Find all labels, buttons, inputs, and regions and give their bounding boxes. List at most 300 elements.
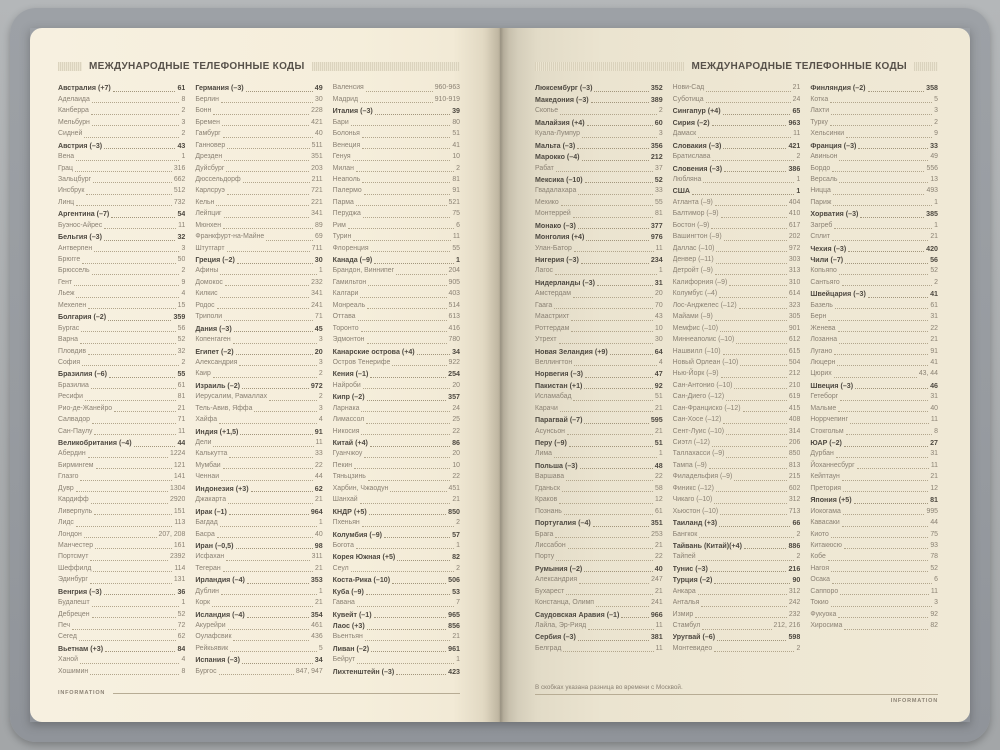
place-name: Никосия: [332, 427, 360, 435]
dot-leader: [831, 571, 928, 572]
city-code-row: [195, 357, 322, 368]
city-code-row: [333, 231, 460, 242]
dot-leader: [375, 114, 450, 115]
phone-code: 51: [654, 439, 663, 447]
phone-code: 92: [654, 381, 663, 390]
dot-leader: [221, 594, 317, 595]
phone-code: 461: [311, 622, 323, 629]
dot-leader: [858, 148, 928, 149]
phone-code: 311: [311, 553, 323, 561]
dot-leader: [220, 274, 317, 275]
phone-codes-column: [673, 82, 801, 680]
place-name: Шеффилд: [58, 564, 92, 572]
city-code-row: [195, 185, 322, 196]
dot-leader: [392, 583, 446, 584]
city-code-row: [195, 116, 322, 127]
place-name: Сирия (–2): [672, 118, 710, 127]
place-name: Калькутта: [195, 450, 228, 458]
country-code-row: [195, 505, 322, 516]
place-name: Печ: [58, 622, 71, 629]
dot-leader: [840, 594, 929, 595]
dot-leader: [698, 137, 791, 138]
place-name: Вена: [58, 153, 75, 161]
place-name: Перуджа: [332, 210, 361, 218]
place-name: Буэнос-Айрес: [58, 221, 103, 229]
phone-code: 61: [654, 507, 663, 515]
country-code-row: [58, 231, 185, 242]
dot-leader: [76, 491, 168, 492]
dot-leader: [217, 537, 313, 538]
place-name: Бейрут: [332, 656, 356, 664]
phone-code: 1: [658, 450, 663, 458]
place-name: Зальцбург: [58, 175, 92, 183]
city-code-row: [58, 357, 185, 368]
phone-code: 33: [314, 450, 323, 458]
phone-code: 965: [448, 610, 460, 619]
dot-leader: [706, 91, 790, 92]
dot-leader: [360, 297, 446, 298]
place-name: Триполи: [195, 313, 223, 321]
place-name: Корк: [195, 599, 211, 607]
place-name: Нигерия (–3): [535, 256, 579, 264]
dot-leader: [354, 468, 450, 469]
dot-leader: [364, 194, 451, 195]
dot-leader: [91, 114, 180, 115]
city-code-row: [333, 219, 460, 230]
place-name: Дублин: [195, 587, 219, 595]
dot-leader: [610, 354, 653, 355]
dot-leader: [348, 228, 454, 229]
dot-leader: [597, 285, 653, 286]
dot-leader: [838, 617, 928, 618]
dot-leader: [702, 629, 771, 630]
phone-code: 3: [318, 404, 323, 412]
dot-leader: [836, 457, 929, 458]
country-code-row: [535, 93, 663, 104]
city-code-row: [535, 448, 663, 459]
city-code-row: [535, 425, 663, 436]
country-code-row: [535, 562, 663, 573]
dot-leader: [396, 274, 446, 275]
city-code-row: [333, 139, 460, 150]
place-name: Мельбурн: [58, 118, 90, 126]
place-name: Иран (–0,5): [195, 541, 234, 550]
dot-leader: [560, 411, 653, 412]
place-name: Кавасаки: [810, 519, 840, 527]
dot-leader: [712, 160, 794, 161]
dot-leader: [81, 331, 175, 332]
header-hatch-left: [58, 62, 82, 71]
city-code-row: [58, 414, 185, 425]
place-name: Берн: [810, 313, 827, 321]
dot-leader: [701, 606, 787, 607]
place-name: Турция (–2): [672, 576, 713, 585]
place-name: Мемфис (–10): [672, 324, 719, 332]
place-name: Анкара: [672, 587, 696, 595]
phone-code: 886: [788, 541, 801, 550]
phone-code: 404: [788, 198, 801, 206]
phone-code: 22: [930, 324, 938, 332]
place-name: Лондон: [58, 530, 82, 538]
place-name: Гент: [58, 278, 73, 286]
phone-code: 20: [314, 347, 323, 356]
place-name: Даллас (–10): [672, 244, 715, 252]
place-name: Вьетнам (+3): [58, 644, 104, 653]
country-code-row: [333, 585, 460, 596]
place-name: Лаос (+3): [332, 622, 365, 630]
place-name: Румыния (–2): [535, 564, 583, 573]
dot-leader: [222, 125, 309, 126]
phone-code: 901: [788, 324, 801, 332]
place-name: Новая Зеландия (+9): [535, 347, 608, 356]
place-name: Сент-Луис (–10): [672, 427, 725, 435]
place-name: Нидерланды (–3): [535, 278, 595, 287]
phone-codes-column: [58, 82, 185, 680]
country-code-row: [535, 414, 663, 425]
phone-code: 1: [318, 267, 323, 275]
footer-label: INFORMATION: [58, 690, 106, 696]
place-name: Бостон (–9): [672, 221, 710, 229]
country-code-row: [535, 82, 663, 93]
phone-code: 21: [314, 564, 323, 572]
dot-leader: [365, 640, 451, 641]
dot-leader: [366, 91, 433, 92]
city-code-row: [195, 162, 322, 173]
dot-leader: [88, 457, 168, 458]
place-name: Франкфурт-на-Майне: [195, 233, 265, 241]
phone-code: 905: [448, 278, 460, 286]
dot-leader: [556, 560, 653, 561]
city-code-row: [333, 402, 460, 413]
dot-leader: [92, 617, 176, 618]
dot-leader: [82, 263, 175, 264]
place-name: Абердин: [58, 450, 86, 458]
dot-leader: [356, 171, 454, 172]
dot-leader: [92, 274, 180, 275]
dot-leader: [574, 365, 657, 366]
place-name: Асунсьон: [535, 427, 565, 435]
phone-code: 2: [796, 644, 801, 652]
phone-code: 22: [452, 473, 460, 481]
place-name: Филадельфия (–9): [672, 473, 733, 481]
place-name: Венгрия (–3): [58, 587, 102, 596]
city-code-row: [333, 288, 460, 299]
place-name: Утрехт: [535, 336, 557, 344]
city-code-row: [58, 562, 185, 573]
place-name: Майами (–9): [672, 313, 713, 321]
phone-code: 358: [926, 84, 938, 93]
phone-code: 31: [654, 278, 663, 287]
phone-code: 13: [930, 175, 938, 183]
phone-code: 44: [177, 439, 186, 447]
place-name: Лихтенштейн (–3): [332, 667, 395, 676]
phone-code: 8: [934, 427, 938, 435]
place-name: Сантьяго: [810, 278, 840, 286]
country-code-row: [195, 82, 322, 93]
phone-code: 21: [452, 633, 460, 641]
place-name: КНДР (+5): [332, 507, 367, 516]
dot-leader: [242, 388, 309, 389]
dot-leader: [367, 629, 446, 630]
dot-leader: [715, 320, 787, 321]
phone-code: 410: [788, 210, 801, 218]
city-code-row: [810, 128, 938, 139]
dot-leader: [227, 148, 309, 149]
dot-leader: [219, 423, 317, 424]
place-name: Анталья: [672, 599, 700, 607]
phone-code: 964: [310, 507, 323, 516]
place-name: Денвер (–11): [672, 256, 714, 263]
dot-leader: [723, 423, 787, 424]
phone-code: 12: [930, 484, 938, 492]
city-code-row: [58, 254, 185, 265]
phone-code: 52: [177, 610, 186, 618]
dot-leader: [224, 160, 309, 161]
phone-code: 11: [655, 244, 663, 252]
phone-code: 615: [788, 347, 801, 355]
phone-code: 11: [793, 130, 801, 138]
city-code-row: [810, 185, 938, 196]
place-name: Кипр (–2): [332, 393, 365, 402]
dot-leader: [584, 423, 648, 424]
phone-code: 61: [177, 84, 186, 93]
dot-leader: [236, 354, 313, 355]
phone-code: 34: [314, 656, 323, 665]
city-code-row: [58, 276, 185, 287]
place-name: Финляндия (–2): [810, 84, 866, 93]
dot-leader: [80, 343, 176, 344]
place-name: Фукуока: [810, 610, 837, 618]
dot-leader: [838, 411, 928, 412]
dot-leader: [368, 285, 446, 286]
phone-code: 32: [177, 233, 186, 242]
phone-code: 46: [930, 381, 938, 390]
place-name: Тайвань (Китай)(+4): [672, 541, 742, 550]
place-name: Мальта (–3): [535, 141, 576, 150]
place-name: Бухарест: [535, 587, 565, 595]
dot-leader: [833, 194, 925, 195]
phone-code: 4: [181, 290, 186, 298]
phone-code: 92: [930, 610, 938, 618]
phone-code: 54: [177, 210, 186, 219]
city-code-row: [810, 105, 938, 116]
phone-code: 212, 216: [773, 622, 801, 629]
dot-leader: [227, 194, 309, 195]
dot-leader: [367, 400, 447, 401]
city-code-row: [195, 437, 322, 448]
place-name: Перу (–9): [535, 439, 567, 447]
city-code-row: [810, 608, 938, 619]
city-code-row: [333, 425, 460, 436]
place-name: Ханой: [58, 656, 78, 664]
phone-code: 61: [177, 381, 186, 389]
place-name: Лайла, Эр-Рияд: [535, 622, 587, 629]
city-code-row: [333, 196, 460, 207]
city-code-row: [195, 528, 322, 539]
dot-leader: [392, 365, 446, 366]
city-code-row: [810, 116, 938, 127]
phone-code: 241: [311, 301, 323, 309]
city-code-row: [333, 448, 460, 459]
city-code-row: [810, 231, 938, 242]
phone-code: 995: [926, 507, 938, 515]
phone-code: 8: [181, 95, 186, 103]
city-code-row: [810, 276, 938, 287]
place-name: Цюрих: [810, 370, 832, 378]
dot-leader: [559, 503, 653, 504]
city-code-row: [673, 345, 801, 356]
place-name: Лимассол: [332, 416, 365, 424]
country-code-row: [195, 425, 322, 436]
phone-code: 71: [177, 416, 186, 424]
city-code-row: [333, 631, 460, 642]
phone-code: 732: [173, 198, 186, 206]
country-code-row: [673, 139, 801, 150]
place-name: Рабат: [535, 164, 554, 172]
dot-leader: [554, 457, 657, 458]
dot-leader: [843, 491, 928, 492]
city-code-row: [58, 128, 185, 139]
city-code-row: [810, 448, 938, 459]
phone-code: 40: [930, 404, 938, 412]
country-code-row: [195, 345, 322, 356]
city-code-row: [535, 265, 663, 276]
phone-code: 556: [926, 164, 938, 172]
phone-code: 69: [314, 233, 323, 241]
phone-code: 3: [181, 244, 186, 252]
phone-code: 21: [177, 404, 186, 412]
phone-code: 423: [448, 667, 460, 676]
dot-leader: [86, 194, 171, 195]
place-name: Исландия (–4): [195, 610, 245, 619]
city-code-row: [195, 196, 322, 207]
place-name: Куба (–9): [332, 587, 364, 596]
phone-code: 613: [448, 313, 460, 321]
city-code-row: [673, 334, 801, 345]
phone-code: 6: [456, 221, 460, 229]
place-name: Иерусалим, Рамаллах: [195, 393, 268, 401]
city-code-row: [58, 482, 185, 493]
dot-leader: [396, 674, 446, 675]
country-code-row: [333, 505, 460, 516]
city-code-row: [535, 597, 663, 608]
country-code-row: [673, 105, 801, 116]
dot-leader: [370, 377, 446, 378]
dot-leader: [839, 343, 928, 344]
footer-rule: [535, 694, 938, 695]
phone-code: 43, 44: [918, 370, 938, 378]
city-code-row: [58, 540, 185, 551]
city-code-row: [195, 597, 322, 608]
country-code-row: [195, 482, 322, 493]
dot-leader: [90, 560, 168, 561]
dot-leader: [76, 205, 172, 206]
city-code-row: [810, 196, 938, 207]
phone-code: 81: [930, 496, 938, 505]
dot-leader: [717, 640, 786, 641]
phone-code: 2: [181, 358, 186, 366]
place-name: Багдад: [195, 519, 218, 527]
city-code-row: [58, 494, 185, 505]
dot-leader: [230, 651, 317, 652]
place-name: Дуйсбург: [195, 164, 225, 172]
dot-leader: [842, 526, 929, 527]
city-code-row: [810, 402, 938, 413]
place-name: Портсмут: [58, 553, 89, 561]
city-code-row: [195, 414, 322, 425]
phone-code: 36: [177, 587, 186, 596]
place-name: Бари: [332, 118, 349, 126]
place-name: Бургас: [58, 324, 80, 332]
city-code-row: [195, 93, 322, 104]
place-name: Краков: [535, 496, 558, 504]
city-code-row: [673, 448, 801, 459]
dot-leader: [831, 537, 929, 538]
country-code-row: [673, 162, 801, 173]
city-code-row: [333, 414, 460, 425]
phone-code: 48: [654, 461, 663, 470]
country-code-row: [535, 368, 663, 379]
phone-code: 436: [311, 633, 323, 641]
place-name: Пловдив: [58, 347, 86, 355]
phone-code: 960-963: [434, 84, 460, 92]
place-name: Шанхай: [332, 496, 358, 504]
dot-leader: [76, 160, 179, 161]
city-code-row: [810, 551, 938, 562]
dot-leader: [854, 503, 928, 504]
city-code-row: [673, 437, 801, 448]
place-name: Каир: [195, 370, 211, 378]
city-code-row: [58, 528, 185, 539]
dot-leader: [364, 457, 450, 458]
phone-code: 2: [456, 564, 460, 572]
place-name: Гамильтон: [332, 278, 367, 286]
dot-leader: [712, 446, 787, 447]
place-name: Мехелен: [58, 301, 87, 309]
place-name: Китакюсю: [810, 541, 842, 549]
dot-leader: [580, 468, 653, 469]
phone-code: 11: [178, 221, 186, 229]
city-code-row: [58, 471, 185, 482]
phone-codes-column: [535, 82, 663, 680]
city-code-row: [673, 642, 801, 653]
place-name: Турку: [810, 118, 828, 126]
place-name: Милан: [332, 164, 354, 172]
place-name: Гданьск: [535, 484, 560, 492]
phone-code: 31: [930, 393, 938, 401]
place-name: Домокос: [195, 278, 223, 286]
place-name: Гаага: [535, 301, 553, 309]
phone-code: 3: [181, 118, 186, 126]
city-code-row: [810, 391, 938, 402]
place-name: Улан-Батор: [535, 244, 572, 252]
dot-leader: [579, 583, 649, 584]
place-name: Брюссель: [58, 267, 90, 275]
dot-leader: [96, 468, 172, 469]
city-code-row: [535, 299, 663, 310]
place-name: Манчестер: [58, 541, 94, 549]
country-code-row: [333, 437, 460, 448]
left-page-footer: [58, 690, 460, 696]
phone-code: 310: [788, 278, 801, 286]
dot-leader: [217, 308, 310, 309]
city-code-row: [58, 631, 185, 642]
city-code-row: [673, 585, 801, 596]
place-name: Басра: [195, 530, 215, 538]
city-code-row: [195, 311, 322, 322]
place-name: Констанца, Олимп: [535, 599, 595, 607]
phone-code: 241: [651, 599, 663, 607]
